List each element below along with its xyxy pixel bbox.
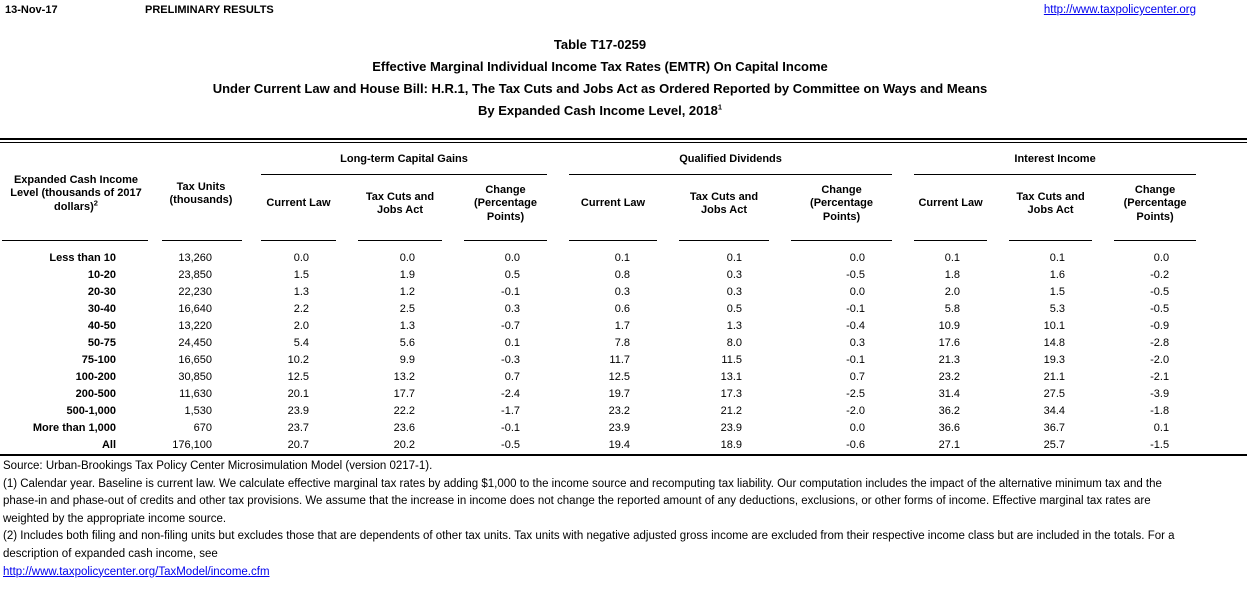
tax-units-header-text: Tax Units (thousands) (169, 180, 233, 206)
value-cell: 0.1 (1049, 251, 1066, 264)
value-cell: 5.4 (293, 336, 309, 349)
sub-header-tcja-dividends (668, 175, 780, 243)
group-header-interest-income-text: Interest Income (1014, 153, 1096, 166)
table-row (0, 266, 1247, 283)
value-cell: 2.2 (293, 302, 309, 315)
value-cell: 7.8 (614, 336, 631, 349)
value-cell: 11,630 (179, 387, 212, 400)
value-cell: 31.4 (938, 387, 961, 400)
value-cell: 0.8 (614, 268, 631, 281)
sub-header-current-law-dividends (558, 175, 668, 243)
value-cell: 8.0 (726, 336, 743, 349)
sub-header-change-interest (1103, 175, 1207, 243)
sub-header-underline (1114, 240, 1196, 241)
sub-header-text: Change (Percentage Points) (474, 183, 537, 223)
value-cell: 1.7 (614, 319, 631, 332)
value-cell: -0.1 (846, 302, 866, 315)
value-cell: 13,220 (178, 319, 212, 332)
value-cell: -0.5 (846, 268, 866, 281)
value-cell: 0.0 (1153, 251, 1170, 264)
filler-cell (1207, 300, 1247, 317)
filler-cell (1207, 266, 1247, 283)
value-cell: -2.5 (846, 387, 866, 400)
value-cell: 0.3 (614, 285, 631, 298)
sub-header-tcja-ltcg (347, 175, 453, 243)
footnotes (3, 458, 1189, 581)
group-header-capital-gains-text: Long-term Capital Gains (340, 153, 468, 166)
value-cell: -0.5 (1150, 285, 1170, 298)
tax-units-header-underline (162, 240, 242, 241)
value-cell: -0.3 (501, 353, 521, 366)
filler-cell (1207, 351, 1247, 368)
value-cell: 0.3 (504, 302, 521, 315)
value-cell: 670 (193, 421, 212, 434)
sub-header-text: Tax Cuts and Jobs Act (1016, 190, 1085, 216)
value-cell: 0.5 (726, 302, 743, 315)
value-cell: 25.7 (1043, 438, 1066, 451)
sub-header-text: Change (Percentage Points) (1123, 183, 1187, 223)
income-level-cell: Less than 10 (49, 251, 116, 264)
tax-units-column-header (152, 145, 250, 243)
value-cell: 23.7 (287, 421, 309, 434)
value-cell: 22.2 (393, 404, 415, 417)
sub-header-underline (569, 240, 657, 241)
value-cell: 0.1 (726, 251, 743, 264)
filler-cell (1207, 283, 1247, 300)
value-cell: -0.5 (501, 438, 521, 451)
sub-header-text: Current Law (580, 197, 646, 210)
filler-cell (1207, 368, 1247, 385)
value-cell: 0.3 (726, 268, 743, 281)
title-footnote-superscript: 1 (717, 102, 723, 112)
value-cell: -3.9 (1150, 387, 1170, 400)
value-cell: 0.7 (849, 370, 866, 383)
value-cell: 21.1 (1043, 370, 1066, 383)
table-row (0, 402, 1247, 419)
value-cell: 176,100 (172, 438, 212, 451)
income-level-cell: 75-100 (81, 353, 116, 366)
income-level-cell: 20-30 (87, 285, 116, 298)
sub-header-current-law-ltcg (250, 175, 347, 243)
value-cell: 0.3 (726, 285, 743, 298)
footnote-2: (2) Includes both filing and non-filing units but excludes those that are dependents of other tax units. Tax units with negative adjusted gross income are excluded from their respective income class but are included in the totals. For a description of expanded cash income, see (3, 530, 1175, 560)
title-line-bill: Under Current Law and House Bill: H.R.1, The Tax Cuts and Jobs Act as Ordered Reported by Committee on Ways and Means (212, 81, 988, 96)
value-cell: 21.2 (720, 404, 743, 417)
income-level-cell: 100-200 (75, 370, 116, 383)
emtr-table (0, 145, 1247, 453)
title-line-income-level (0, 100, 1200, 122)
value-cell: 1.3 (293, 285, 309, 298)
value-cell: -2.0 (1150, 353, 1170, 366)
value-cell: 9.9 (399, 353, 415, 366)
value-cell: -0.1 (501, 285, 521, 298)
value-cell: 17.3 (720, 387, 743, 400)
value-cell: 22,230 (178, 285, 212, 298)
sub-header-underline (679, 240, 769, 241)
value-cell: -0.9 (1150, 319, 1170, 332)
value-cell: 23.6 (393, 421, 415, 434)
value-cell: -1.8 (1150, 404, 1170, 417)
value-cell: 1.2 (399, 285, 415, 298)
value-cell: 23.9 (608, 421, 631, 434)
value-cell: 19.3 (1043, 353, 1066, 366)
filler-cell (1207, 419, 1247, 436)
value-cell: 2.5 (399, 302, 415, 315)
value-cell: 13.2 (393, 370, 415, 383)
filler-cell (1207, 436, 1247, 453)
value-cell: 10.9 (938, 319, 961, 332)
value-cell: 1.8 (944, 268, 961, 281)
group-header-qualified-dividends (558, 145, 903, 175)
value-cell: -2.0 (846, 404, 866, 417)
income-level-cell: All (101, 438, 116, 451)
sub-header-change-ltcg (453, 175, 558, 243)
value-cell: -1.7 (501, 404, 521, 417)
value-cell: 20.7 (287, 438, 309, 451)
income-level-header-text: Expanded Cash Income Level (thousands of 2017 dollars) (10, 173, 142, 213)
value-cell: 0.0 (849, 285, 866, 298)
sub-header-underline (914, 240, 987, 241)
table-top-rule-thin (0, 142, 1247, 143)
value-cell: 27.5 (1043, 387, 1066, 400)
value-cell: 0.0 (849, 251, 866, 264)
sub-header-underline (791, 240, 892, 241)
value-cell: 20.1 (287, 387, 309, 400)
income-level-column-header (0, 145, 152, 243)
table-bottom-rule (0, 454, 1247, 456)
sub-header-text: Current Law (918, 197, 983, 210)
value-cell: 36.2 (938, 404, 961, 417)
value-cell: 0.3 (849, 336, 866, 349)
value-cell: 0.0 (399, 251, 415, 264)
value-cell: 0.1 (944, 251, 961, 264)
value-cell: 0.0 (504, 251, 521, 264)
footnote-1: (1) Calendar year. Baseline is current law. We calculate effective marginal tax rates by adding $1,000 to the income source and recomputing tax liability. Our computation includes the impact of the alternative minimum tax and the phase-in and phase-out of credits and other tax provisions. We assume that the increase in income does not change the reported amount of any deductions, exclusions, or other forms of income. Effective marginal tax rates are weighted by the appropriate income source. (3, 477, 1162, 525)
table-row (0, 436, 1247, 453)
value-cell: 0.1 (614, 251, 631, 264)
value-cell: -0.1 (846, 353, 866, 366)
income-level-cell: 200-500 (75, 387, 116, 400)
filler-cell (1207, 402, 1247, 419)
value-cell: 19.7 (608, 387, 631, 400)
taxpolicycenter-link[interactable]: http://www.taxpolicycenter.org (1043, 4, 1196, 16)
table-number: Table T17-0259 (553, 37, 647, 52)
value-cell: 23.9 (287, 404, 309, 417)
value-cell: 23,850 (178, 268, 212, 281)
group-header-row (0, 145, 1247, 175)
filler-cell (1207, 334, 1247, 351)
table-row (0, 351, 1247, 368)
table-row (0, 385, 1247, 402)
sub-header-tcja-interest (998, 175, 1103, 243)
value-cell: 1.5 (293, 268, 309, 281)
sub-header-text: Change (Percentage Points) (810, 183, 874, 223)
value-cell: 1.6 (1049, 268, 1066, 281)
value-cell: 1,530 (184, 404, 212, 417)
preliminary-results-label: PRELIMINARY RESULTS (145, 4, 274, 16)
value-cell: 1.3 (726, 319, 743, 332)
income-level-cell: 10-20 (87, 268, 116, 281)
value-cell: 18.9 (720, 438, 743, 451)
value-cell: -0.6 (846, 438, 866, 451)
value-cell: 0.7 (504, 370, 521, 383)
value-cell: 23.9 (720, 421, 743, 434)
value-cell: 11.5 (721, 353, 743, 366)
value-cell: 14.8 (1043, 336, 1066, 349)
income-level-cell: 50-75 (87, 336, 116, 349)
value-cell: 19.4 (608, 438, 631, 451)
value-cell: 17.7 (393, 387, 415, 400)
sub-header-underline (358, 240, 442, 241)
income-level-header-underline (2, 240, 148, 241)
sub-header-underline (261, 240, 336, 241)
date-label: 13-Nov-17 (5, 4, 58, 16)
table-row (0, 419, 1247, 436)
filler-cell (1207, 243, 1247, 266)
table-title-block (0, 34, 1200, 122)
value-cell: 21.3 (938, 353, 961, 366)
sub-header-change-dividends (780, 175, 903, 243)
sub-header-text: Tax Cuts and Jobs Act (365, 190, 435, 216)
group-header-capital-gains (250, 145, 558, 175)
value-cell: 10.1 (1043, 319, 1066, 332)
value-cell: 30,850 (178, 370, 212, 383)
value-cell: 23.2 (938, 370, 961, 383)
value-cell: 36.6 (938, 421, 961, 434)
value-cell: 1.5 (1049, 285, 1066, 298)
income-level-cell: 40-50 (87, 319, 116, 332)
title-income-level-text: By Expanded Cash Income Level, 2018 (477, 103, 718, 118)
group-header-interest-income (903, 145, 1207, 175)
value-cell: 24,450 (178, 336, 212, 349)
sub-header-text: Tax Cuts and Jobs Act (689, 190, 759, 216)
income-level-header-superscript: 2 (93, 198, 98, 208)
value-cell: 16,640 (178, 302, 212, 315)
value-cell: 10.2 (287, 353, 309, 366)
value-cell: -1.5 (1150, 438, 1170, 451)
value-cell: 36.7 (1043, 421, 1066, 434)
value-cell: 23.2 (608, 404, 631, 417)
value-cell: 13,260 (178, 251, 212, 264)
value-cell: 0.0 (849, 421, 866, 434)
value-cell: -2.1 (1150, 370, 1170, 383)
value-cell: 2.0 (944, 285, 961, 298)
table-row (0, 317, 1247, 334)
value-cell: 20.2 (393, 438, 415, 451)
value-cell: 2.0 (293, 319, 309, 332)
value-cell: 0.5 (504, 268, 521, 281)
value-cell: 12.5 (287, 370, 309, 383)
table-row (0, 283, 1247, 300)
sub-header-underline (464, 240, 547, 241)
table-row (0, 300, 1247, 317)
income-model-link[interactable]: http://www.taxpolicycenter.org/TaxModel/income.cfm (3, 565, 270, 578)
table-row (0, 368, 1247, 385)
value-cell: 0.6 (614, 302, 631, 315)
value-cell: 1.3 (399, 319, 415, 332)
value-cell: 0.0 (293, 251, 309, 264)
value-cell: 12.5 (608, 370, 631, 383)
value-cell: 5.3 (1049, 302, 1066, 315)
value-cell: 5.8 (944, 302, 961, 315)
income-level-cell: 500-1,000 (66, 404, 116, 417)
value-cell: 0.1 (504, 336, 521, 349)
source-note: Source: Urban-Brookings Tax Policy Center Microsimulation Model (version 0217-1). (3, 460, 433, 472)
value-cell: -0.2 (1150, 268, 1170, 281)
filler-header (1207, 145, 1247, 243)
value-cell: -0.1 (501, 421, 521, 434)
income-level-cell: 30-40 (87, 302, 116, 315)
value-cell: 16,650 (178, 353, 212, 366)
value-cell: 34.4 (1043, 404, 1066, 417)
table-row (0, 334, 1247, 351)
filler-cell (1207, 385, 1247, 402)
value-cell: -0.7 (501, 319, 521, 332)
value-cell: 11.7 (609, 353, 631, 366)
table-top-rule-thick (0, 138, 1247, 140)
title-line-emtr: Effective Marginal Individual Income Tax Rates (EMTR) On Capital Income (372, 59, 828, 74)
value-cell: 0.1 (1153, 421, 1170, 434)
sub-header-text: Current Law (266, 197, 331, 210)
top-bar (0, 4, 1247, 20)
sub-header-underline (1009, 240, 1092, 241)
income-level-cell: More than 1,000 (32, 421, 116, 434)
value-cell: -2.8 (1150, 336, 1170, 349)
value-cell: 13.1 (720, 370, 743, 383)
value-cell: 1.9 (399, 268, 415, 281)
table-row (0, 243, 1247, 266)
sub-header-current-law-interest (903, 175, 998, 243)
value-cell: 5.6 (399, 336, 415, 349)
value-cell: 17.6 (938, 336, 961, 349)
value-cell: -2.4 (501, 387, 521, 400)
group-header-qualified-dividends-text: Qualified Dividends (679, 153, 782, 166)
table-body (0, 243, 1247, 453)
value-cell: -0.4 (846, 319, 866, 332)
value-cell: -0.5 (1150, 302, 1170, 315)
value-cell: 27.1 (938, 438, 961, 451)
filler-cell (1207, 317, 1247, 334)
